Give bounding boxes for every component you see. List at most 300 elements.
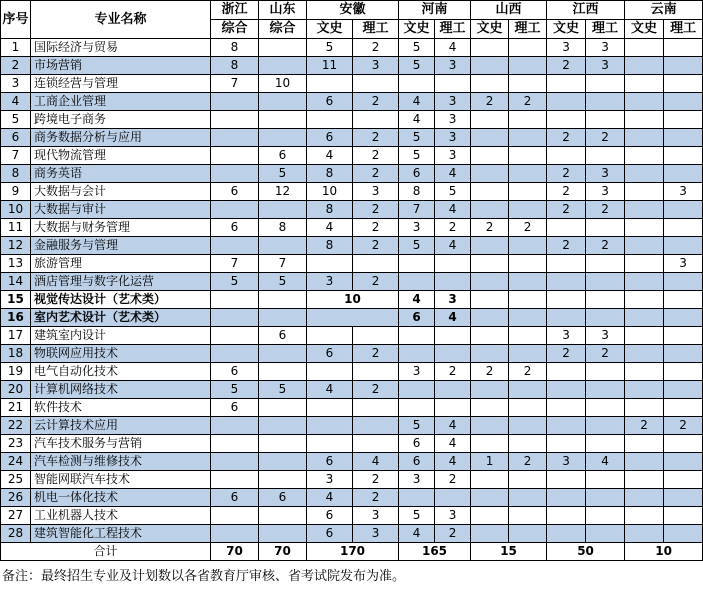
row-value — [211, 525, 259, 543]
row-value: 2 — [435, 219, 471, 237]
row-value — [625, 165, 664, 183]
row-seq: 27 — [1, 507, 31, 525]
row-value: 3 — [435, 507, 471, 525]
row-value — [625, 435, 664, 453]
row-value: 3 — [435, 93, 471, 111]
row-value — [586, 399, 625, 417]
row-value — [586, 363, 625, 381]
row-value — [625, 75, 664, 93]
row-value — [625, 237, 664, 255]
row-value — [664, 39, 703, 57]
row-value — [509, 57, 547, 75]
row-value: 2 — [353, 219, 399, 237]
row-value — [625, 57, 664, 75]
row-value: 2 — [586, 201, 625, 219]
row-value: 5 — [399, 417, 435, 435]
row-value — [547, 273, 586, 291]
row-value: 3 — [435, 129, 471, 147]
row-value-anhui-art: 10 — [307, 291, 399, 309]
row-value: 6 — [259, 489, 307, 507]
row-value — [664, 291, 703, 309]
row-value: 2 — [353, 201, 399, 219]
row-value: 2 — [547, 165, 586, 183]
row-value — [586, 381, 625, 399]
row-value — [509, 471, 547, 489]
row-value — [547, 111, 586, 129]
total-zhejiang: 70 — [211, 543, 259, 561]
row-seq: 24 — [1, 453, 31, 471]
row-value: 2 — [435, 363, 471, 381]
row-value: 6 — [307, 345, 353, 363]
row-value: 6 — [211, 489, 259, 507]
row-value: 4 — [586, 453, 625, 471]
row-major-name: 旅游管理 — [31, 255, 211, 273]
row-value: 6 — [399, 165, 435, 183]
row-value — [471, 129, 509, 147]
table-row — [1, 489, 703, 507]
row-value: 8 — [307, 237, 353, 255]
row-value: 6 — [307, 507, 353, 525]
row-value — [211, 471, 259, 489]
row-major-name: 大数据与审计 — [31, 201, 211, 219]
row-seq: 17 — [1, 327, 31, 345]
row-value — [547, 75, 586, 93]
row-value — [211, 147, 259, 165]
row-value — [586, 219, 625, 237]
row-value — [471, 435, 509, 453]
row-value — [625, 291, 664, 309]
header-major: 专业名称 — [31, 1, 211, 39]
row-major-name: 物联网应用技术 — [31, 345, 211, 363]
row-major-name: 大数据与会计 — [31, 183, 211, 201]
row-value — [664, 471, 703, 489]
row-value — [509, 399, 547, 417]
table-row — [1, 147, 703, 165]
row-value: 8 — [211, 57, 259, 75]
row-value — [307, 363, 353, 381]
row-value: 3 — [399, 363, 435, 381]
row-value — [211, 291, 259, 309]
row-value — [259, 399, 307, 417]
table-row — [1, 39, 703, 57]
row-value: 3 — [353, 525, 399, 543]
row-value — [471, 471, 509, 489]
row-value: 2 — [509, 219, 547, 237]
table-row — [1, 93, 703, 111]
row-value: 2 — [547, 201, 586, 219]
row-value: 4 — [353, 453, 399, 471]
row-value — [211, 165, 259, 183]
total-yunnan: 10 — [625, 543, 703, 561]
row-value — [664, 201, 703, 219]
row-value: 2 — [625, 417, 664, 435]
row-value-anhui-art — [307, 309, 399, 327]
row-value — [509, 129, 547, 147]
row-value — [509, 255, 547, 273]
row-seq: 14 — [1, 273, 31, 291]
row-major-name: 室内艺术设计（艺术类） — [31, 309, 211, 327]
row-value: 2 — [586, 237, 625, 255]
row-value: 2 — [353, 129, 399, 147]
row-major-name: 工商企业管理 — [31, 93, 211, 111]
row-value — [435, 381, 471, 399]
row-value: 6 — [211, 399, 259, 417]
row-value — [353, 417, 399, 435]
header-row-provinces — [1, 1, 703, 20]
table-row — [1, 219, 703, 237]
row-value — [435, 273, 471, 291]
row-value — [435, 75, 471, 93]
row-seq: 2 — [1, 57, 31, 75]
row-value — [259, 471, 307, 489]
row-major-name: 机电一体化技术 — [31, 489, 211, 507]
header-sub-anhui-ligong: 理工 — [353, 20, 399, 39]
row-value: 2 — [547, 183, 586, 201]
header-province-shanxi: 山西 — [471, 1, 547, 20]
row-value — [547, 507, 586, 525]
row-value: 5 — [259, 381, 307, 399]
row-value — [259, 111, 307, 129]
row-value — [471, 309, 509, 327]
row-value — [625, 309, 664, 327]
row-value: 2 — [471, 219, 509, 237]
header-sub-shanxi-ligong: 理工 — [509, 20, 547, 39]
row-value: 2 — [471, 93, 509, 111]
row-value — [399, 345, 435, 363]
row-value — [471, 381, 509, 399]
row-value — [664, 219, 703, 237]
header-sub-yunnan-wenshi: 文史 — [625, 20, 664, 39]
header-sub-shandong: 综合 — [259, 20, 307, 39]
row-value — [509, 345, 547, 363]
row-value — [547, 291, 586, 309]
row-value — [307, 417, 353, 435]
row-value — [586, 291, 625, 309]
row-value — [353, 111, 399, 129]
row-seq: 1 — [1, 39, 31, 57]
row-value — [471, 201, 509, 219]
row-value: 8 — [307, 165, 353, 183]
table-row — [1, 291, 703, 309]
table-row — [1, 327, 703, 345]
row-value: 3 — [664, 183, 703, 201]
row-value — [471, 255, 509, 273]
row-value: 3 — [353, 507, 399, 525]
row-value — [307, 75, 353, 93]
row-value: 4 — [399, 525, 435, 543]
row-value — [625, 183, 664, 201]
row-major-name: 视觉传达设计（艺术类） — [31, 291, 211, 309]
row-value — [625, 201, 664, 219]
row-value — [586, 435, 625, 453]
row-value: 6 — [259, 147, 307, 165]
row-value: 2 — [547, 345, 586, 363]
row-value — [586, 507, 625, 525]
row-value — [664, 507, 703, 525]
row-value: 2 — [353, 273, 399, 291]
row-value — [211, 111, 259, 129]
row-value — [471, 399, 509, 417]
row-seq: 22 — [1, 417, 31, 435]
row-value: 2 — [353, 93, 399, 111]
row-seq: 7 — [1, 147, 31, 165]
row-value — [399, 399, 435, 417]
row-value — [307, 255, 353, 273]
row-value: 5 — [399, 39, 435, 57]
row-value — [664, 57, 703, 75]
row-value — [664, 165, 703, 183]
row-value: 2 — [353, 147, 399, 165]
row-major-name: 国际经济与贸易 — [31, 39, 211, 57]
table-row — [1, 255, 703, 273]
row-value: 2 — [435, 471, 471, 489]
row-value: 4 — [435, 165, 471, 183]
header-sub-zhejiang: 综合 — [211, 20, 259, 39]
header-sub-henan-ligong: 理工 — [435, 20, 471, 39]
row-major-name: 软件技术 — [31, 399, 211, 417]
row-value — [509, 165, 547, 183]
row-value: 6 — [211, 363, 259, 381]
row-value: 2 — [353, 471, 399, 489]
row-value — [471, 525, 509, 543]
row-major-name: 商务数据分析与应用 — [31, 129, 211, 147]
row-value — [353, 363, 399, 381]
row-value — [259, 345, 307, 363]
row-value — [471, 291, 509, 309]
row-value: 3 — [353, 57, 399, 75]
row-value: 3 — [586, 39, 625, 57]
row-seq: 11 — [1, 219, 31, 237]
row-value — [509, 147, 547, 165]
row-value — [435, 327, 471, 345]
row-seq: 13 — [1, 255, 31, 273]
row-value: 3 — [435, 291, 471, 309]
row-value: 6 — [399, 309, 435, 327]
row-value: 2 — [353, 381, 399, 399]
row-value — [625, 93, 664, 111]
row-value: 7 — [259, 255, 307, 273]
row-value — [435, 399, 471, 417]
table-row — [1, 129, 703, 147]
row-major-name: 市场营销 — [31, 57, 211, 75]
table-row — [1, 309, 703, 327]
table-row — [1, 273, 703, 291]
row-value — [399, 75, 435, 93]
row-value: 4 — [399, 291, 435, 309]
row-value — [353, 435, 399, 453]
total-row — [1, 543, 703, 561]
table-row — [1, 183, 703, 201]
row-value — [259, 201, 307, 219]
row-value: 3 — [547, 327, 586, 345]
row-value — [509, 507, 547, 525]
header-province-yunnan: 云南 — [625, 1, 703, 20]
row-value — [509, 237, 547, 255]
row-value: 5 — [259, 165, 307, 183]
header-sub-henan-wenshi: 文史 — [399, 20, 435, 39]
row-value — [471, 417, 509, 435]
row-value: 3 — [664, 255, 703, 273]
row-value — [307, 327, 353, 345]
row-seq: 23 — [1, 435, 31, 453]
row-value: 3 — [586, 183, 625, 201]
row-value: 2 — [547, 129, 586, 147]
row-value — [211, 453, 259, 471]
row-value — [547, 255, 586, 273]
row-value: 5 — [259, 273, 307, 291]
row-value — [211, 93, 259, 111]
row-value: 4 — [307, 489, 353, 507]
row-value — [625, 381, 664, 399]
row-value: 4 — [435, 237, 471, 255]
row-value — [625, 345, 664, 363]
row-value — [664, 327, 703, 345]
row-value — [509, 39, 547, 57]
row-major-name: 连锁经营与管理 — [31, 75, 211, 93]
row-value — [471, 75, 509, 93]
row-seq: 20 — [1, 381, 31, 399]
row-value — [471, 507, 509, 525]
row-value — [664, 273, 703, 291]
row-value: 2 — [509, 93, 547, 111]
row-value — [471, 39, 509, 57]
row-value: 2 — [353, 39, 399, 57]
table-body — [1, 1, 703, 561]
row-value: 3 — [586, 165, 625, 183]
row-value — [664, 237, 703, 255]
row-value — [259, 507, 307, 525]
row-value — [586, 525, 625, 543]
table-row — [1, 507, 703, 525]
row-value: 5 — [211, 381, 259, 399]
row-value: 4 — [399, 93, 435, 111]
row-value — [664, 147, 703, 165]
row-value — [259, 525, 307, 543]
row-value: 2 — [547, 237, 586, 255]
row-value — [509, 291, 547, 309]
row-value: 2 — [586, 129, 625, 147]
row-value — [259, 453, 307, 471]
row-value — [664, 129, 703, 147]
row-value — [435, 489, 471, 507]
row-value — [509, 327, 547, 345]
row-value — [547, 399, 586, 417]
row-value — [211, 327, 259, 345]
row-value: 4 — [399, 111, 435, 129]
row-value — [586, 417, 625, 435]
row-value — [509, 111, 547, 129]
row-seq: 21 — [1, 399, 31, 417]
row-value: 2 — [664, 417, 703, 435]
row-value — [625, 507, 664, 525]
total-label: 合计 — [1, 543, 211, 561]
row-major-name: 工业机器人技术 — [31, 507, 211, 525]
row-value — [259, 309, 307, 327]
row-value: 10 — [307, 183, 353, 201]
row-value — [353, 399, 399, 417]
row-value: 2 — [353, 489, 399, 507]
row-value — [211, 129, 259, 147]
row-value: 4 — [435, 417, 471, 435]
row-value — [547, 435, 586, 453]
row-value: 4 — [435, 309, 471, 327]
row-value — [471, 237, 509, 255]
row-value — [509, 183, 547, 201]
row-value: 2 — [547, 57, 586, 75]
row-value — [625, 39, 664, 57]
row-value: 3 — [547, 453, 586, 471]
row-value: 8 — [399, 183, 435, 201]
row-value — [259, 435, 307, 453]
row-value — [307, 435, 353, 453]
row-value — [509, 309, 547, 327]
row-seq: 26 — [1, 489, 31, 507]
row-value — [625, 273, 664, 291]
row-value — [625, 327, 664, 345]
row-value: 2 — [353, 345, 399, 363]
row-value: 3 — [307, 471, 353, 489]
row-value — [547, 309, 586, 327]
row-value — [547, 525, 586, 543]
total-shandong: 70 — [259, 543, 307, 561]
row-value — [586, 273, 625, 291]
row-value: 3 — [435, 111, 471, 129]
row-value — [211, 435, 259, 453]
row-value: 8 — [211, 39, 259, 57]
row-value — [625, 489, 664, 507]
row-seq: 10 — [1, 201, 31, 219]
row-seq: 12 — [1, 237, 31, 255]
row-value — [664, 453, 703, 471]
row-value: 5 — [307, 39, 353, 57]
row-value: 3 — [399, 219, 435, 237]
row-value — [664, 399, 703, 417]
row-value: 3 — [307, 273, 353, 291]
row-value: 4 — [307, 147, 353, 165]
row-value — [664, 345, 703, 363]
table-row — [1, 453, 703, 471]
row-value — [471, 183, 509, 201]
row-value — [547, 363, 586, 381]
row-value — [664, 111, 703, 129]
row-major-name: 智能网联汽车技术 — [31, 471, 211, 489]
row-seq: 3 — [1, 75, 31, 93]
row-value — [664, 489, 703, 507]
row-value — [307, 111, 353, 129]
row-value — [471, 147, 509, 165]
row-value — [259, 237, 307, 255]
row-value: 2 — [509, 453, 547, 471]
header-sub-jiangxi-wenshi: 文史 — [547, 20, 586, 39]
row-value: 6 — [307, 525, 353, 543]
row-value — [259, 39, 307, 57]
header-sub-jiangxi-ligong: 理工 — [586, 20, 625, 39]
row-value: 6 — [307, 93, 353, 111]
row-value — [259, 129, 307, 147]
header-province-jiangxi: 江西 — [547, 1, 625, 20]
total-anhui: 170 — [307, 543, 399, 561]
table-row — [1, 381, 703, 399]
footnote: 备注：最终招生专业及计划数以各省教育厅审核、省考试院发布为准。 — [2, 569, 406, 584]
row-value: 5 — [435, 183, 471, 201]
row-value — [547, 147, 586, 165]
row-value: 5 — [211, 273, 259, 291]
row-major-name: 跨境电子商务 — [31, 111, 211, 129]
row-value: 5 — [399, 129, 435, 147]
row-value — [664, 363, 703, 381]
row-value — [547, 471, 586, 489]
row-value: 6 — [399, 435, 435, 453]
